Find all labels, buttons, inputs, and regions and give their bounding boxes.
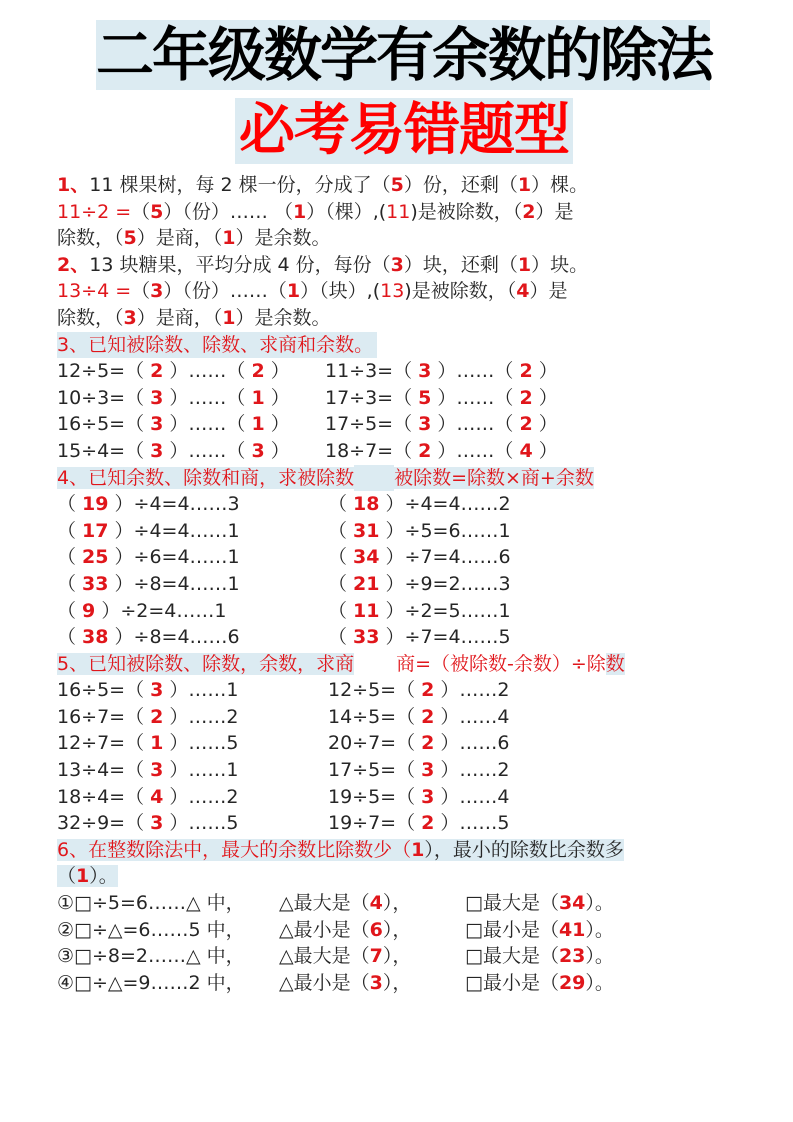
remainder-answer: 4 (519, 439, 533, 462)
problem (328, 491, 511, 518)
text: ）……（ (163, 439, 252, 462)
text: ） (532, 413, 558, 436)
answer: 5 (123, 227, 137, 250)
remainder-answer: 1 (251, 386, 265, 409)
remainder-answer: 2 (519, 386, 533, 409)
text: （ (57, 546, 83, 569)
problem (325, 411, 558, 438)
expression: 16÷5=（ (57, 413, 151, 436)
remainder: ）……1 (163, 679, 239, 702)
quotient-answer: 2 (421, 812, 435, 835)
answer: 7 (369, 945, 383, 968)
problem (328, 571, 511, 598)
problem (57, 411, 290, 438)
dividend-answer: 33 (82, 572, 109, 595)
text: □最大是（ (465, 945, 559, 968)
quotient-answer: 3 (150, 679, 164, 702)
q1-line1 (57, 172, 747, 199)
text: □最小是（ (465, 971, 559, 994)
text: ）， (382, 945, 412, 968)
dividend-answer: 11 (353, 599, 380, 622)
q5-heading: 5、已知被除数、除数，余数，求商 (57, 652, 355, 675)
q6-heading (57, 839, 624, 861)
dividend-answer: 9 (82, 599, 96, 622)
problem (57, 704, 239, 731)
problem (57, 730, 239, 757)
expression: ）÷7=4……6 (379, 546, 511, 569)
expression: ）÷7=4……5 (379, 626, 511, 649)
answer: 1 (517, 253, 532, 276)
dividend-answer: 19 (82, 493, 109, 516)
answer: 1 (411, 838, 425, 861)
q1-number: 1、 (57, 174, 90, 196)
q4-heading: 4、已知余数、除数和商，求被除数 (57, 466, 355, 489)
page-subtitle: 必考易错题型 (235, 98, 573, 164)
problem (328, 624, 511, 651)
answer: 4 (369, 892, 383, 915)
expression: ）÷2=5……1 (379, 599, 511, 622)
q4-row (57, 518, 747, 545)
problem (57, 571, 240, 598)
q5-formula-end: 数 (605, 652, 625, 675)
q5-row (57, 704, 747, 731)
q1-text: )是被除数，（ (410, 200, 523, 223)
problem (57, 491, 240, 518)
problem (57, 970, 245, 997)
q1-line2 (57, 199, 747, 226)
text: □最小是（ (465, 918, 559, 941)
dividend-answer: 34 (353, 546, 380, 569)
q2-text: ）是余数。 (235, 306, 331, 329)
text: ） (264, 360, 290, 383)
q5-row (57, 810, 747, 837)
expression: ④□÷△=9……2 中， (57, 971, 245, 994)
q4-row (57, 598, 747, 625)
remainder-answer: 2 (519, 360, 533, 383)
expression: ）÷6=4……1 (108, 546, 240, 569)
answer: 1 (286, 280, 301, 303)
expression: ）÷4=4……1 (108, 519, 240, 542)
dividend-answer: 17 (82, 519, 109, 542)
quotient-answer: 5 (418, 386, 432, 409)
text: △最小是（ (279, 918, 370, 941)
q3-problems (57, 358, 747, 464)
text: ）……（ (163, 413, 252, 436)
remainder: ）……2 (163, 705, 239, 728)
q3-heading-line (57, 332, 747, 359)
problem (325, 438, 558, 465)
q1-text: （ (131, 200, 151, 223)
text: ）， (382, 918, 412, 941)
q2-dividend: 13 (380, 280, 405, 303)
q3-row (57, 385, 747, 412)
expression: 18÷4=（ (57, 785, 151, 808)
answer: 3 (369, 971, 383, 994)
q2-line2 (57, 278, 747, 305)
quotient-answer: 2 (421, 679, 435, 702)
quotient-answer: 3 (418, 360, 432, 383)
q1-text: ）是商，（ (136, 227, 223, 250)
text: （ (328, 572, 354, 595)
remainder: ）……6 (434, 732, 510, 755)
q2-text: （ (131, 280, 151, 303)
q6-text: ）。 (89, 865, 118, 888)
q2-text: 除数，（ (57, 306, 124, 329)
answer-part-2 (465, 917, 614, 944)
problem (57, 757, 239, 784)
problem (57, 624, 240, 651)
expression: 17÷3=（ (325, 386, 419, 409)
expression: 14÷5=（ (328, 705, 422, 728)
remainder: ）……2 (163, 785, 239, 808)
remainder: ）……4 (434, 705, 510, 728)
quotient-answer: 3 (418, 413, 432, 436)
text: ）……（ (163, 360, 252, 383)
expression: 10÷3=（ (57, 386, 151, 409)
text: ）。 (585, 971, 614, 994)
text: （ (328, 626, 354, 649)
expression: 15÷4=（ (57, 439, 151, 462)
q4-formula: 被除数=除数×商+余数 (394, 466, 594, 489)
answer: 2 (522, 200, 536, 223)
quotient-answer: 2 (150, 360, 164, 383)
answer: 1 (222, 306, 236, 329)
problem (57, 784, 239, 811)
expression: ）÷9=2……3 (379, 572, 511, 595)
remainder: ）……2 (434, 679, 510, 702)
q5-row (57, 677, 747, 704)
text: △最大是（ (279, 945, 370, 968)
expression: 16÷7=（ (57, 705, 151, 728)
q2-text: ）（份）……（ (163, 280, 287, 303)
answer: 1 (517, 174, 532, 196)
remainder-answer: 3 (251, 439, 265, 462)
text: （ (57, 626, 83, 649)
q2-text: ）是 (529, 280, 568, 303)
text: ） (532, 360, 558, 383)
text: ） (264, 413, 290, 436)
q1-text: 11 棵果树，每 2 棵一份，分成了（ (89, 174, 391, 196)
remainder: ）……5 (434, 812, 510, 835)
q6-heading-line2 (57, 863, 747, 890)
quotient-answer: 3 (421, 759, 435, 782)
quotient-answer: 4 (150, 785, 164, 808)
expression: ）÷8=4……1 (108, 572, 240, 595)
text: ）。 (585, 918, 614, 941)
expression: 11÷3=（ (325, 360, 419, 383)
text: ）， (382, 892, 412, 915)
problem (328, 810, 510, 837)
text: （ (328, 519, 354, 542)
text: ）……（ (431, 360, 520, 383)
expression: ③□÷8=2……△ 中， (57, 945, 245, 968)
text: ）……（ (163, 386, 252, 409)
quotient-answer: 2 (421, 732, 435, 755)
quotient-answer: 2 (418, 439, 432, 462)
q5-formula: 商=（被除数-余数）÷除 (396, 652, 606, 675)
q5-heading-line (57, 651, 747, 678)
expression: 19÷7=（ (328, 812, 422, 835)
problem (328, 598, 511, 625)
dividend-answer: 38 (82, 626, 109, 649)
dividend-answer: 33 (353, 626, 380, 649)
problem (57, 810, 239, 837)
text: （ (57, 572, 83, 595)
problem (328, 518, 511, 545)
quotient-answer: 2 (150, 705, 164, 728)
q5-problems (57, 677, 747, 837)
q2-text: )是被除数，（ (404, 280, 517, 303)
quotient-answer: 3 (150, 386, 164, 409)
remainder-answer: 1 (251, 413, 265, 436)
expression: 12÷7=（ (57, 732, 151, 755)
q1-line3 (57, 225, 747, 252)
q4-heading-line (57, 465, 747, 492)
q6-row (57, 970, 747, 997)
q2-number: 2、 (57, 253, 90, 276)
problem (328, 677, 510, 704)
q4-row (57, 544, 747, 571)
text: （ (328, 493, 354, 516)
problem (57, 385, 290, 412)
answer: 3 (390, 253, 404, 276)
quotient-answer: 3 (150, 413, 164, 436)
remainder-answer: 2 (519, 413, 533, 436)
q5-row (57, 730, 747, 757)
remainder: ）……1 (163, 759, 239, 782)
problem (57, 544, 240, 571)
q2-line1 (57, 252, 747, 279)
expression: 12÷5=（ (328, 679, 422, 702)
q3-row (57, 438, 747, 465)
answer: 5 (150, 200, 164, 223)
q2-text: ）块。 (531, 253, 589, 276)
expression: 19÷5=（ (328, 785, 422, 808)
text: ） (532, 386, 558, 409)
expression: ②□÷△=6……5 中， (57, 918, 245, 941)
quotient-answer: 3 (421, 785, 435, 808)
q1-text: ）棵。 (531, 174, 589, 196)
remainder: ）……4 (434, 785, 510, 808)
page-title: 二年级数学有余数的除法 (96, 21, 713, 89)
answer-part-1 (279, 970, 411, 997)
quotient-answer: 3 (150, 759, 164, 782)
q3-row (57, 358, 747, 385)
q2-text: 13 块糖果，平均分成 4 份，每份（ (89, 253, 391, 276)
problem (57, 677, 239, 704)
remainder-answer: 2 (251, 360, 265, 383)
problem (57, 518, 240, 545)
problem (325, 358, 558, 385)
problem (57, 358, 290, 385)
q4-row (57, 491, 747, 518)
text: ） (532, 439, 558, 462)
text: （ (57, 493, 83, 516)
q3-heading: 3、已知被除数、除数、求商和余数。 (57, 332, 377, 359)
answer: 1 (76, 865, 90, 888)
dividend-answer: 18 (353, 493, 380, 516)
text: （ (57, 599, 83, 622)
q2-expression: 13÷4 = (57, 280, 132, 303)
q2-text: ）块，还剩（ (403, 253, 518, 276)
remainder: ）……2 (434, 759, 510, 782)
problem (57, 943, 245, 970)
text: ） (264, 386, 290, 409)
text: △最小是（ (279, 971, 370, 994)
answer-part-1 (279, 917, 411, 944)
q1-text: ）是余数。 (235, 227, 331, 250)
dividend-answer: 25 (82, 546, 109, 569)
answer: 3 (123, 306, 137, 329)
answer-part-2 (465, 890, 614, 917)
q2-line3 (57, 305, 747, 332)
text: ）， (382, 971, 412, 994)
answer: 5 (390, 174, 404, 196)
q1-expression: 11÷2 = (57, 200, 132, 223)
quotient-answer: 2 (421, 705, 435, 728)
q6-heading-text: ），最小的除数比余数多 (424, 838, 624, 861)
answer: 1 (222, 227, 236, 250)
q1-text: ）份，还剩（ (403, 174, 518, 196)
problem (57, 438, 290, 465)
q4-row (57, 624, 747, 651)
expression: 16÷5=（ (57, 679, 151, 702)
expression: 20÷7=（ (328, 732, 422, 755)
text: （ (57, 519, 83, 542)
text: （ (328, 599, 354, 622)
worksheet-content (57, 172, 747, 996)
dividend-answer: 21 (353, 572, 380, 595)
answer-part-1 (279, 943, 411, 970)
q1-text: ）（棵）,( (306, 200, 387, 223)
text: （ (328, 546, 354, 569)
q2-text: ）（块）,( (300, 280, 381, 303)
answer: 34 (558, 892, 586, 915)
answer-part-2 (465, 943, 614, 970)
q6-row (57, 917, 747, 944)
q4-row (57, 571, 747, 598)
q6-problems (57, 890, 747, 996)
expression: 17÷5=（ (325, 413, 419, 436)
q2-text: ）是商，（ (136, 306, 223, 329)
problem (325, 385, 558, 412)
problem (57, 598, 226, 625)
answer: 4 (516, 280, 530, 303)
text: △最大是（ (279, 892, 370, 915)
expression: ）÷8=4……6 (108, 626, 240, 649)
expression: ）÷4=4……2 (379, 493, 511, 516)
answer: 23 (558, 945, 586, 968)
answer: 1 (292, 200, 307, 223)
expression: ）÷4=4……3 (108, 493, 240, 516)
answer-part-1 (279, 890, 411, 917)
q3-row (57, 411, 747, 438)
q1-dividend: 11 (386, 200, 411, 223)
problem (328, 704, 510, 731)
q5-row (57, 757, 747, 784)
answer-part-2 (465, 970, 614, 997)
expression: ）÷2=4……1 (95, 599, 227, 622)
q6-row (57, 890, 747, 917)
expression: ①□÷5=6……△ 中， (57, 892, 245, 915)
answer: 3 (150, 280, 164, 303)
dividend-answer: 31 (353, 519, 380, 542)
remainder: ）……5 (163, 732, 239, 755)
q6-heading-line (57, 837, 747, 864)
problem (57, 917, 245, 944)
expression: 12÷5=（ (57, 360, 151, 383)
expression: ）÷5=6……1 (379, 519, 511, 542)
q6-row (57, 943, 747, 970)
problem (328, 757, 510, 784)
answer: 29 (558, 971, 586, 994)
q5-row (57, 784, 747, 811)
text: ）。 (585, 892, 614, 915)
answer: 6 (369, 918, 383, 941)
quotient-answer: 3 (150, 439, 164, 462)
text: ） (264, 439, 290, 462)
expression: 32÷9=（ (57, 812, 151, 835)
q1-text: ）（份）…… （ (163, 200, 293, 223)
text: ）……（ (431, 386, 520, 409)
problem (328, 544, 511, 571)
q1-text: ）是 (535, 200, 574, 223)
quotient-answer: 1 (150, 732, 164, 755)
answer: 41 (558, 918, 586, 941)
q6-heading-cont (57, 865, 118, 887)
problem (328, 730, 510, 757)
q6-text: （ (57, 865, 77, 888)
problem (57, 890, 245, 917)
q1-text: 除数，（ (57, 227, 124, 250)
expression: 18÷7=（ (325, 439, 419, 462)
text: □最大是（ (465, 892, 559, 915)
text: ）……（ (431, 439, 520, 462)
text: ）。 (585, 945, 614, 968)
text: ）……（ (431, 413, 520, 436)
remainder: ）……5 (163, 812, 239, 835)
expression: 13÷4=（ (57, 759, 151, 782)
q4-problems (57, 491, 747, 651)
expression: 17÷5=（ (328, 759, 422, 782)
q6-heading-text: 6、在整数除法中，最大的余数比除数少（ (57, 838, 412, 861)
quotient-answer: 3 (150, 812, 164, 835)
problem (328, 784, 510, 811)
